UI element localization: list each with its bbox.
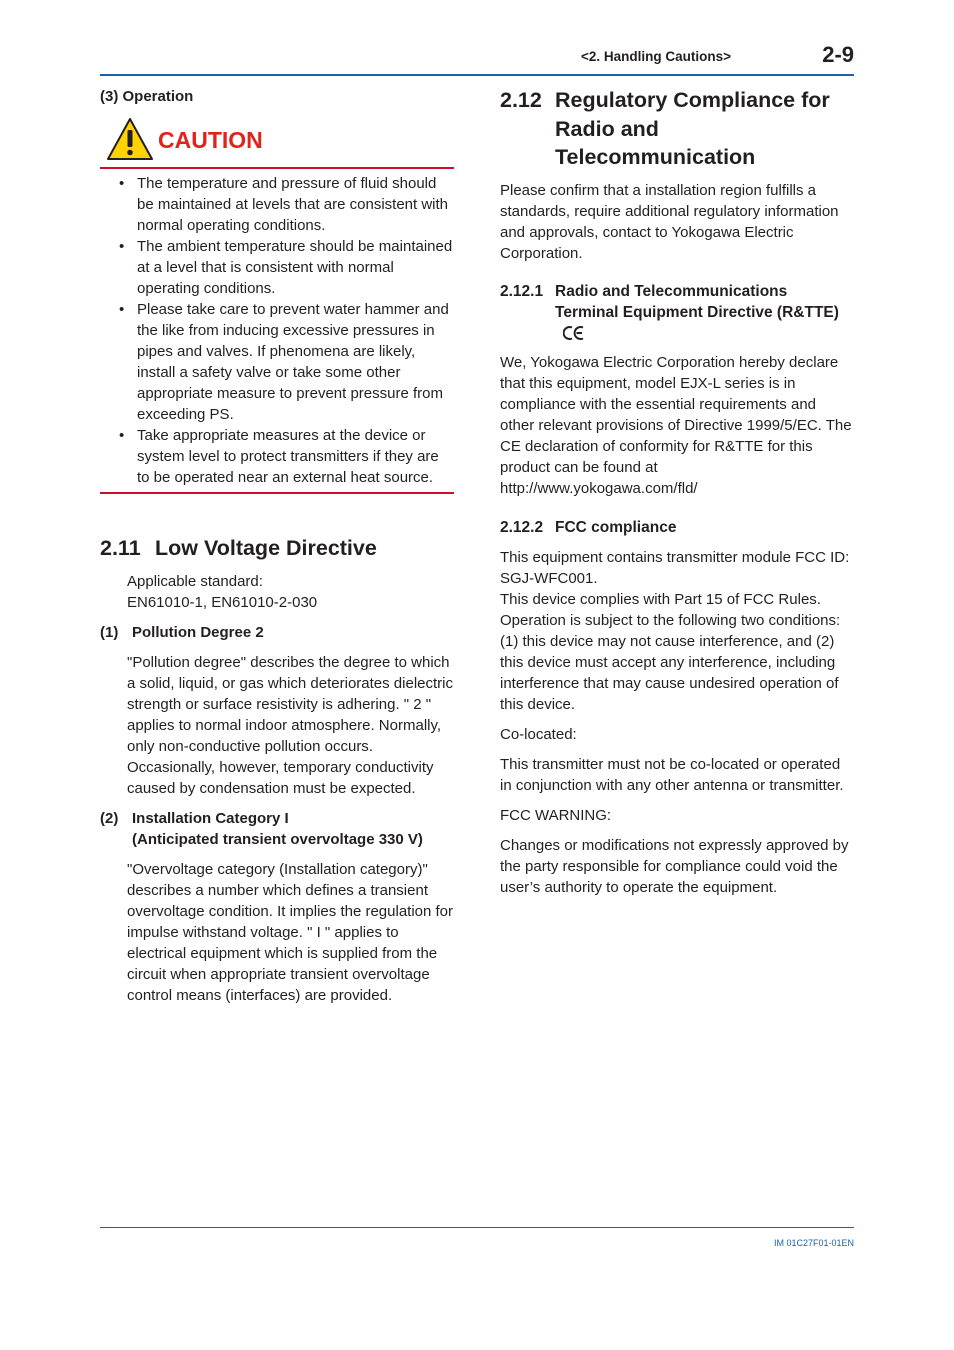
right-column: [500, 86, 854, 898]
section-2-12-2-heading: 2.12.2 FCC compliance: [500, 518, 677, 536]
fcc-warning-text: Changes or modifications not expressly approved by the party responsible for compliance could void the user’s authority to operate the equipment.: [500, 836, 849, 896]
colocated-label: Co-located:: [500, 725, 577, 743]
left-column: [100, 86, 454, 1006]
list-item: • The temperature and pressure of fluid should be maintained at levels that are consistent with normal operating conditions.: [119, 175, 449, 234]
list-item: • The ambient temperature should be maintained at a level that is consistent with normal operating conditions.: [119, 238, 453, 297]
warning-triangle-icon: [106, 117, 154, 161]
section-2-12-heading: 2.12 Regulatory Compliance for Radio and Telecommunication: [500, 88, 830, 169]
list-item: • Please take care to prevent water hammer and the like from inducing excessive pressures in pipes and valves. If phenomena are likely, install a safety valve or take some other appropriate measure to prevent pressure from exceeding PS.: [119, 301, 449, 423]
document-id: IM 01C27F01-01EN: [773, 1238, 854, 1248]
list-item: • Take appropriate measures at the device or system level to protect transmitters if they are to be operated near an external heat source.: [119, 427, 439, 486]
header-rule: [100, 74, 854, 76]
applicable-standard: Applicable standard: EN61010-1, EN61010-2-030: [127, 572, 318, 611]
pollution-degree-text: "Pollution degree" describes the degree to which a solid, liquid, or gas which deteriorates dielectric strength or surface resistivity is adhering. " 2 " applies to normal indoor atmosphere. Normally, only non-conductive pollution occurs. Occasionally, however, temporary conductivity caused by condensation must be expected.: [127, 653, 453, 797]
section-2-12-1-heading: 2.12.1 Radio and Telecommunications Terminal Equipment Directive (R&TTE): [500, 281, 854, 344]
fcc-part15-text: This device complies with Part 15 of FCC Rules. Operation is subject to the following two conditions: (1) this device may not cause interference, and (2) this device must accept any interference, including interference that may cause undesired operation of this device.: [500, 590, 841, 713]
pollution-degree-heading: (1) Pollution Degree 2: [100, 623, 264, 641]
ce-mark-icon: [563, 325, 585, 341]
colocated-text: This transmitter must not be co-located or operated in conjunction with any other antenna or transmitter.: [500, 755, 844, 794]
caution-label: CAUTION: [158, 127, 263, 153]
caution-header: [100, 115, 454, 169]
fcc-module-text: This equipment contains transmitter module FCC ID: SGJ-WFC001.: [500, 548, 850, 587]
caution-list: [100, 169, 454, 494]
caution-box: [100, 115, 454, 494]
section-2-12-1-text: We, Yokogawa Electric Corporation hereby declare that this equipment, model EJX-L series is in compliance with the essential requirements and other relevant provisions of Directive 1999/5/EC. The CE declaration of conformity for R&TTE for this product can be found at http://www.yokogawa.com/fld/: [500, 353, 852, 497]
running-header-section: <2. Handling Cautions>: [580, 49, 731, 64]
section-2-12-text: Please confirm that a installation region fulfills a standards, require additional regulatory information and approvals, contact to Yokogawa Electric Corporation.: [500, 181, 839, 262]
section-2-11-heading: 2.11 Low Voltage Directive: [100, 536, 377, 560]
footer-rule: [100, 1227, 854, 1228]
operation-heading: (3) Operation: [100, 88, 194, 105]
installation-category-heading: (2) Installation Category I (Anticipated transient overvoltage 330 V): [100, 809, 423, 848]
fcc-warning-label: FCC WARNING:: [500, 806, 612, 824]
page-number: 2-9: [822, 42, 854, 67]
installation-category-text: "Overvoltage category (Installation category)" describes a number which defines a transient overvoltage condition. It implies the regulation for impulse withstand voltage. " I " applies to electrical equipment which is supplied from the circuit when appropriate transient overvoltage control means (interfaces) are provided.: [127, 860, 454, 1004]
